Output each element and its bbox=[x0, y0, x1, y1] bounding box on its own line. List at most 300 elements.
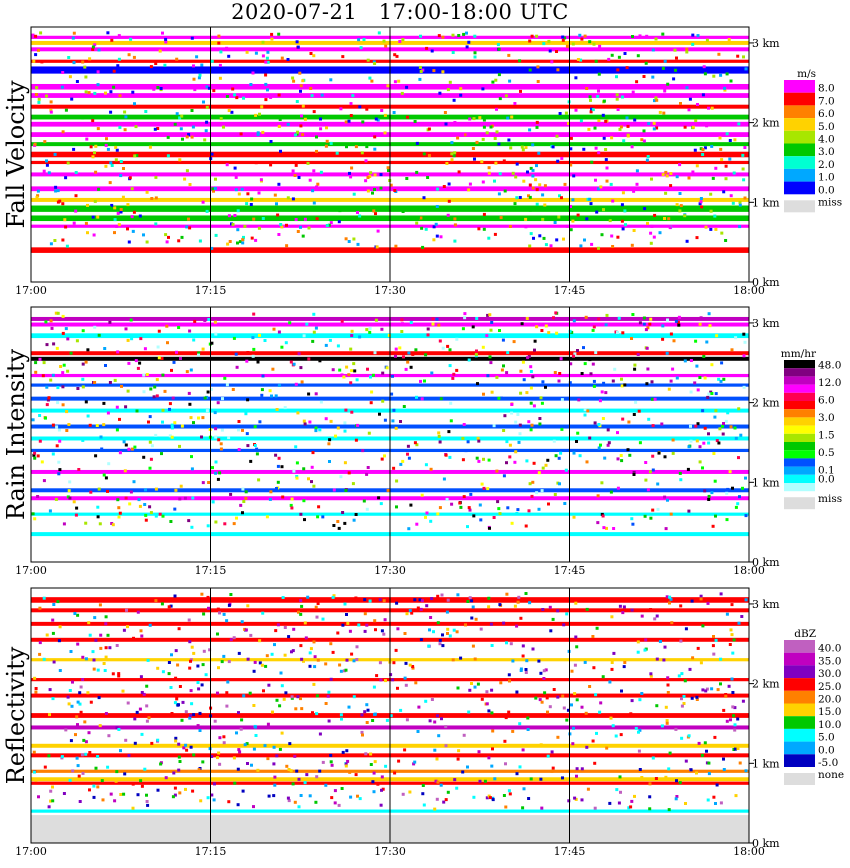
data-cell bbox=[630, 337, 633, 340]
data-cell bbox=[264, 83, 267, 86]
data-cell bbox=[133, 56, 136, 59]
data-cell bbox=[516, 772, 519, 775]
colorbar-label: 3.0 bbox=[818, 412, 835, 425]
data-cell bbox=[369, 327, 372, 330]
data-cell bbox=[469, 493, 472, 496]
data-cell bbox=[219, 64, 222, 67]
data-cell bbox=[83, 66, 86, 69]
data-cell bbox=[559, 452, 562, 455]
data-cell bbox=[105, 476, 108, 479]
data-cell bbox=[517, 85, 520, 88]
data-cell bbox=[296, 131, 299, 134]
data-cell bbox=[541, 701, 544, 704]
data-cell bbox=[342, 751, 345, 754]
data-cell bbox=[203, 650, 206, 653]
data-cell bbox=[173, 361, 176, 364]
colorbar-miss-label: none bbox=[818, 769, 845, 781]
data-cell bbox=[368, 331, 371, 334]
data-cell bbox=[494, 79, 497, 82]
data-cell bbox=[705, 226, 708, 229]
data-cell bbox=[171, 424, 174, 427]
data-cell bbox=[173, 508, 176, 511]
data-cell bbox=[358, 335, 361, 338]
data-cell bbox=[107, 734, 110, 737]
data-cell bbox=[581, 706, 584, 709]
data-cell bbox=[437, 621, 440, 624]
data-cell bbox=[99, 634, 102, 637]
data-cell bbox=[252, 355, 255, 358]
data-cell bbox=[432, 238, 435, 241]
data-cell bbox=[122, 196, 125, 199]
data-cell bbox=[584, 408, 587, 411]
data-cell bbox=[521, 806, 524, 809]
data-cell bbox=[87, 621, 90, 624]
data-cell bbox=[713, 736, 716, 739]
data-cell bbox=[466, 766, 469, 769]
data-cell bbox=[61, 71, 64, 74]
data-cell bbox=[99, 603, 102, 606]
data-cell bbox=[609, 219, 612, 222]
data-cell bbox=[314, 429, 317, 432]
data-cell bbox=[721, 425, 724, 428]
data-cell bbox=[560, 357, 563, 360]
data-cell bbox=[366, 368, 369, 371]
data-cell bbox=[652, 757, 655, 760]
data-cell bbox=[423, 152, 426, 155]
data-cell bbox=[475, 353, 478, 356]
data-cell bbox=[584, 35, 587, 38]
data-cell bbox=[73, 222, 76, 225]
data-cell bbox=[599, 399, 602, 402]
data-cell bbox=[593, 762, 596, 765]
data-cell bbox=[607, 217, 610, 220]
data-cell bbox=[221, 660, 224, 663]
data-cell bbox=[114, 218, 117, 221]
data-cell bbox=[191, 136, 194, 139]
data-cell bbox=[298, 805, 301, 808]
data-cell bbox=[552, 767, 555, 770]
data-cell bbox=[668, 808, 671, 811]
data-cell bbox=[666, 676, 669, 679]
data-cell bbox=[719, 148, 722, 151]
data-cell bbox=[732, 714, 735, 717]
data-cell bbox=[533, 462, 536, 465]
data-cell bbox=[439, 340, 442, 343]
data-cell bbox=[266, 654, 269, 657]
data-cell bbox=[122, 690, 125, 693]
data-cell bbox=[528, 245, 531, 248]
data-cell bbox=[119, 94, 122, 97]
data-cell bbox=[413, 598, 416, 601]
data-cell bbox=[522, 644, 525, 647]
data-cell bbox=[345, 613, 348, 616]
data-cell bbox=[330, 796, 333, 799]
data-cell bbox=[53, 661, 56, 664]
data-cell bbox=[213, 798, 216, 801]
data-cell bbox=[354, 597, 357, 600]
data-cell bbox=[336, 520, 339, 523]
data-cell bbox=[192, 339, 195, 342]
data-cell bbox=[312, 451, 315, 454]
data-cell bbox=[350, 411, 353, 414]
data-cell bbox=[367, 59, 370, 62]
x-tick-label: 17:00 bbox=[15, 564, 47, 577]
data-cell bbox=[278, 331, 281, 334]
data-cell bbox=[119, 174, 122, 177]
data-cell bbox=[71, 705, 74, 708]
data-cell bbox=[644, 479, 647, 482]
data-cell bbox=[292, 782, 295, 785]
data-cell bbox=[696, 164, 699, 167]
data-cell bbox=[220, 117, 223, 120]
data-cell bbox=[538, 234, 541, 237]
data-cell bbox=[93, 326, 96, 329]
data-cell bbox=[720, 380, 723, 383]
data-cell bbox=[526, 317, 529, 320]
data-cell bbox=[611, 661, 614, 664]
data-cell bbox=[54, 186, 57, 189]
data-cell bbox=[733, 638, 736, 641]
data-cell bbox=[508, 80, 511, 83]
data-cell bbox=[97, 188, 100, 191]
data-cell bbox=[246, 351, 249, 354]
data-cell bbox=[93, 668, 96, 671]
data-cell bbox=[67, 423, 70, 426]
data-cell bbox=[312, 485, 315, 488]
data-cell bbox=[381, 372, 384, 375]
data-cell bbox=[241, 488, 244, 491]
data-cell bbox=[720, 361, 723, 364]
data-cell bbox=[365, 328, 368, 331]
data-cell bbox=[246, 398, 249, 401]
data-cell bbox=[690, 359, 693, 362]
data-cell bbox=[664, 646, 667, 649]
data-cell bbox=[417, 706, 420, 709]
data-cell bbox=[694, 425, 697, 428]
data-cell bbox=[228, 660, 231, 663]
data-cell bbox=[529, 196, 532, 199]
data-cell bbox=[549, 50, 552, 53]
data-cell bbox=[513, 340, 516, 343]
data-cell bbox=[355, 439, 358, 442]
data-cell bbox=[734, 723, 737, 726]
colorbar-swatch bbox=[784, 434, 815, 442]
data-cell bbox=[67, 696, 70, 699]
data-cell bbox=[649, 318, 652, 321]
data-cell bbox=[615, 75, 618, 78]
data-cell bbox=[468, 359, 471, 362]
data-cell bbox=[586, 460, 589, 463]
data-cell bbox=[311, 340, 314, 343]
data-cell bbox=[246, 762, 249, 765]
data-cell bbox=[117, 672, 120, 675]
colorbar-label: -5.0 bbox=[818, 757, 839, 769]
data-cell bbox=[421, 792, 424, 795]
data-cell bbox=[325, 417, 328, 420]
data-cell bbox=[164, 233, 167, 236]
data-cell bbox=[311, 94, 314, 97]
data-cell bbox=[679, 781, 682, 784]
data-cell bbox=[48, 713, 51, 716]
data-cell bbox=[473, 158, 476, 161]
data-cell bbox=[734, 748, 737, 751]
data-cell bbox=[627, 421, 630, 424]
data-cell bbox=[40, 60, 43, 63]
data-cell bbox=[524, 218, 527, 221]
data-cell bbox=[699, 445, 702, 448]
data-cell bbox=[282, 596, 285, 599]
data-cell bbox=[342, 376, 345, 379]
data-cell bbox=[332, 651, 335, 654]
data-cell bbox=[714, 515, 717, 518]
data-cell bbox=[415, 396, 418, 399]
data-cell bbox=[418, 78, 421, 81]
data-cell bbox=[592, 108, 595, 111]
data-cell bbox=[358, 105, 361, 108]
data-cell bbox=[346, 760, 349, 763]
data-cell bbox=[251, 237, 254, 240]
data-cell bbox=[252, 72, 255, 75]
data-cell bbox=[488, 527, 491, 530]
data-cell bbox=[602, 208, 605, 211]
data-cell bbox=[46, 634, 49, 637]
data-cell bbox=[697, 34, 700, 37]
data-cell bbox=[514, 450, 517, 453]
data-cell bbox=[444, 725, 447, 728]
data-cell bbox=[419, 380, 422, 383]
colorbar-label: 20.0 bbox=[818, 693, 842, 706]
data-cell bbox=[203, 319, 206, 322]
data-cell bbox=[257, 361, 260, 364]
data-cell bbox=[651, 509, 654, 512]
data-cell bbox=[76, 339, 79, 342]
data-cell bbox=[640, 776, 643, 779]
data-cell bbox=[284, 654, 287, 657]
x-tick-label: 17:30 bbox=[374, 845, 406, 858]
data-cell bbox=[227, 55, 230, 58]
data-cell bbox=[643, 323, 646, 326]
data-cell bbox=[574, 76, 577, 79]
data-cell bbox=[228, 109, 231, 112]
data-cell bbox=[674, 49, 677, 52]
data-cell bbox=[237, 428, 240, 431]
data-cell bbox=[644, 461, 647, 464]
data-cell bbox=[214, 187, 217, 190]
data-cell bbox=[270, 395, 273, 398]
data-cell bbox=[731, 705, 734, 708]
data-cell bbox=[696, 236, 699, 239]
data-cell bbox=[132, 807, 135, 810]
data-cell bbox=[573, 452, 576, 455]
data-cell bbox=[256, 769, 259, 772]
x-tick-label: 17:30 bbox=[374, 564, 406, 577]
data-cell bbox=[345, 765, 348, 768]
data-cell bbox=[703, 489, 706, 492]
data-cell bbox=[371, 780, 374, 783]
data-cell bbox=[730, 425, 733, 428]
data-cell bbox=[588, 358, 591, 361]
y-tick-label: 0 km bbox=[752, 837, 780, 850]
data-cell bbox=[710, 392, 713, 395]
data-cell bbox=[368, 432, 371, 435]
data-cell bbox=[140, 635, 143, 638]
data-cell bbox=[406, 361, 409, 364]
data-cell bbox=[384, 419, 387, 422]
data-cell bbox=[296, 411, 299, 414]
data-cell bbox=[370, 391, 373, 394]
data-cell bbox=[304, 781, 307, 784]
data-cell bbox=[271, 711, 274, 714]
data-cell bbox=[619, 128, 622, 131]
data-cell bbox=[37, 101, 40, 104]
data-cell bbox=[66, 337, 69, 340]
data-cell bbox=[522, 361, 525, 364]
data-cell bbox=[571, 220, 574, 223]
data-cell bbox=[449, 348, 452, 351]
data-cell bbox=[581, 767, 584, 770]
data-cell bbox=[441, 70, 444, 73]
data-cell bbox=[315, 136, 318, 139]
data-cell bbox=[262, 375, 265, 378]
data-cell bbox=[616, 98, 619, 101]
data-cell bbox=[651, 76, 654, 79]
data-cell bbox=[43, 140, 46, 143]
data-cell bbox=[680, 737, 683, 740]
data-cell bbox=[127, 390, 130, 393]
data-cell bbox=[309, 665, 312, 668]
data-cell bbox=[207, 524, 210, 527]
colorbar-unit: m/s bbox=[797, 68, 816, 80]
data-cell bbox=[421, 397, 424, 400]
data-cell bbox=[254, 661, 257, 664]
data-cell bbox=[566, 225, 569, 228]
data-cell bbox=[505, 94, 508, 97]
data-cell bbox=[631, 699, 634, 702]
data-cell bbox=[594, 127, 597, 130]
data-cell bbox=[223, 522, 226, 525]
data-cell bbox=[156, 86, 159, 89]
data-cell bbox=[106, 766, 109, 769]
data-cell bbox=[146, 373, 149, 376]
data-cell bbox=[549, 629, 552, 632]
data-cell bbox=[545, 464, 548, 467]
y-tick-label: 2 km bbox=[752, 396, 780, 410]
data-cell bbox=[447, 214, 450, 217]
colorbar-swatch bbox=[784, 754, 815, 767]
data-cell bbox=[590, 202, 593, 205]
data-cell bbox=[733, 172, 736, 175]
data-cell bbox=[189, 714, 192, 717]
data-cell bbox=[68, 702, 71, 705]
data-cell bbox=[661, 33, 664, 36]
data-cell bbox=[226, 681, 229, 684]
data-cell bbox=[86, 348, 89, 351]
data-cell bbox=[668, 596, 671, 599]
data-cell bbox=[540, 743, 543, 746]
data-cell bbox=[737, 456, 740, 459]
data-cell bbox=[48, 805, 51, 808]
data-cell bbox=[620, 133, 623, 136]
data-cell bbox=[607, 58, 610, 61]
data-cell bbox=[87, 415, 90, 418]
data-cell bbox=[274, 629, 277, 632]
data-cell bbox=[606, 314, 609, 317]
data-cell bbox=[357, 624, 360, 627]
data-cell bbox=[214, 436, 217, 439]
data-cell bbox=[726, 518, 729, 521]
data-cell bbox=[161, 421, 164, 424]
data-cell bbox=[712, 644, 715, 647]
data-cell bbox=[741, 487, 744, 490]
data-cell bbox=[316, 183, 319, 186]
colorbar-label: 48.0 bbox=[818, 359, 842, 372]
data-cell bbox=[394, 355, 397, 358]
data-cell bbox=[723, 768, 726, 771]
data-cell bbox=[534, 340, 537, 343]
data-cell bbox=[551, 750, 554, 753]
data-cell bbox=[175, 58, 178, 61]
data-cell bbox=[588, 198, 591, 201]
data-cell bbox=[491, 730, 494, 733]
data-cell bbox=[205, 673, 208, 676]
data-cell bbox=[538, 423, 541, 426]
data-cell bbox=[521, 146, 524, 149]
data-cell bbox=[662, 173, 665, 176]
data-cell bbox=[742, 700, 745, 703]
data-cell bbox=[124, 739, 127, 742]
data-cell bbox=[88, 731, 91, 734]
data-cell bbox=[466, 525, 469, 528]
data-cell bbox=[143, 768, 146, 771]
data-cell bbox=[364, 612, 367, 615]
data-cell bbox=[315, 427, 318, 430]
data-cell bbox=[441, 594, 444, 597]
data-cell bbox=[631, 145, 634, 148]
data-cell bbox=[536, 203, 539, 206]
data-cell bbox=[218, 763, 221, 766]
data-cell bbox=[33, 457, 36, 460]
data-cell bbox=[447, 599, 450, 602]
data-cell bbox=[650, 178, 653, 181]
data-cell bbox=[643, 317, 646, 320]
data-cell bbox=[688, 445, 691, 448]
data-cell bbox=[590, 372, 593, 375]
data-cell bbox=[226, 383, 229, 386]
data-cell bbox=[360, 46, 363, 49]
data-cell bbox=[137, 611, 140, 614]
data-cell bbox=[654, 398, 657, 401]
data-cell bbox=[151, 444, 154, 447]
data-cell bbox=[528, 509, 531, 512]
data-cell bbox=[179, 357, 182, 360]
data-cell bbox=[691, 600, 694, 603]
data-cell bbox=[607, 444, 610, 447]
data-cell bbox=[66, 245, 69, 248]
data-cell bbox=[304, 423, 307, 426]
data-cell bbox=[329, 78, 332, 81]
data-cell bbox=[467, 133, 470, 136]
data-cell bbox=[468, 118, 471, 121]
data-cell bbox=[459, 506, 462, 509]
data-cell bbox=[479, 780, 482, 783]
colorbar-swatch bbox=[784, 665, 815, 678]
data-cell bbox=[686, 240, 689, 243]
data-cell bbox=[445, 744, 448, 747]
data-cell bbox=[32, 512, 35, 515]
data-cell bbox=[281, 732, 284, 735]
data-cell bbox=[198, 768, 201, 771]
data-cell bbox=[152, 88, 155, 91]
